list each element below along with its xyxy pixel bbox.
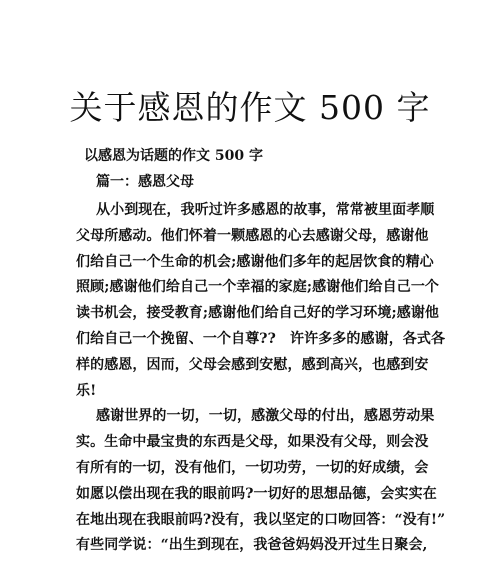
paragraph-line: 感谢世界的一切，一切，感激父母的付出，感恩劳动果 <box>96 408 435 425</box>
paragraph-line: 们给自己一个挽留、一个自尊?? 许许多多的感谢，各式各 <box>76 330 446 347</box>
paragraph-line: 父母所感动。他们怀着一颗感恩的心去感谢父母，感谢他 <box>76 227 429 244</box>
paragraph-line: 样的感恩，因而，父母会感到安慰，感到高兴，也感到安 <box>76 356 429 373</box>
paragraph-line: 实。生命中最宝贵的东西是父母，如果没有父母，则会没 <box>76 434 429 451</box>
section-heading: 篇一：感恩父母 <box>96 174 194 190</box>
paragraph-line: 从小到现在，我听过许多感恩的故事，常常被里面孝顺 <box>96 202 435 218</box>
document-subtitle: 以感恩为话题的作文 500 字 <box>84 148 263 164</box>
paragraph-line: 在地出现在我眼前吗?没有，我以坚定的口吻回答：“没有!” <box>76 511 446 528</box>
body-text <box>76 198 446 559</box>
paragraph-line: 如愿以偿出现在我的眼前吗?一切好的思想品德，会实实在 <box>76 485 437 502</box>
paragraph-line: 有些同学说：“出生到现在，我爸爸妈妈没开过生日聚会, <box>76 537 428 554</box>
paragraph-line: 读书机会，接受教育;感谢他们给自己好的学习环境;感谢他 <box>76 305 440 322</box>
paragraph-line: 有所有的一切，没有他们，一切功劳，一切的好成绩，会 <box>76 459 429 476</box>
document-title: 关于感恩的作文 500 字 <box>69 88 431 127</box>
paragraph-line: 照顾;感谢他们给自己一个幸福的家庭;感谢他们给自己一个 <box>76 279 440 296</box>
paragraph-line: 乐! <box>76 382 97 399</box>
paragraph-line: 们给自己一个生命的机会;感谢他们多年的起居饮食的精心 <box>76 253 434 270</box>
